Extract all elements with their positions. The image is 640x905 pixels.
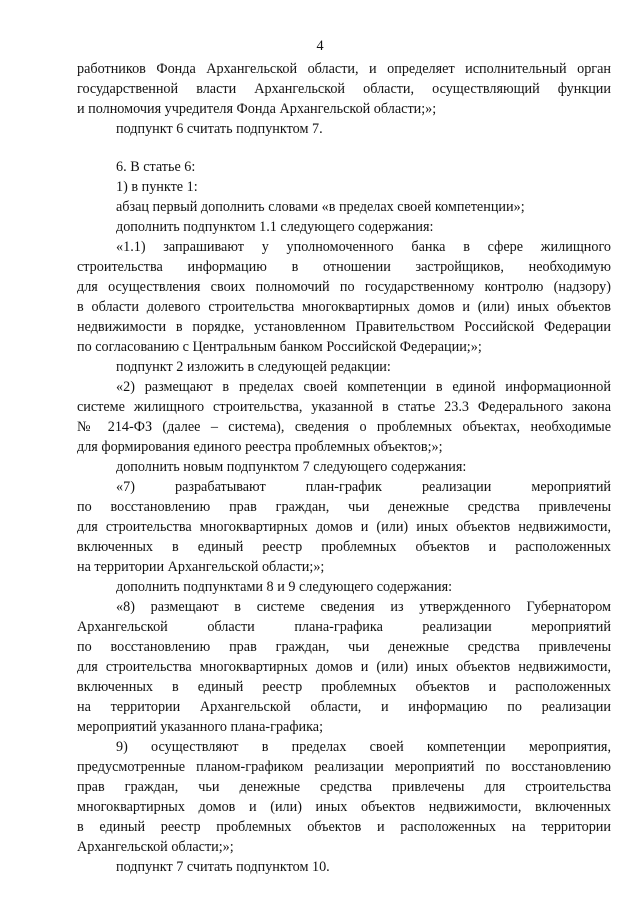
text-line: 6. В статье 6: <box>116 159 196 175</box>
text-line: дополнить новым подпунктом 7 следующего содержания: <box>116 459 467 475</box>
text-line: по восстановлению прав граждан, чьи денежные средства привлечены <box>77 499 611 515</box>
text-line: на территории Архангельской области;»; <box>77 559 325 575</box>
text-line: абзац первый дополнить словами «в пределах своей компетенции»; <box>116 199 525 215</box>
text-line: Архангельской области плана-графика реализации мероприятий <box>77 619 611 635</box>
text-line: подпункт 7 считать подпунктом 10. <box>116 859 330 875</box>
text-line: для формирования единого реестра проблемных объектов;»; <box>77 439 443 455</box>
text-line: подпункт 2 изложить в следующей редакции: <box>116 359 391 375</box>
text-line: в области долевого строительства многоквартирных домов и (или) иных объектов <box>77 299 611 315</box>
text-line: для осуществления своих полномочий по государственному контролю (надзору) <box>77 279 611 295</box>
text-line: по согласованию с Центральным банком Российской Федерации;»; <box>77 339 482 355</box>
text-line: многоквартирных домов и (или) иных объектов недвижимости, включенных <box>77 799 611 815</box>
text-line: на территории Архангельской области, и информацию по реализации <box>77 699 611 715</box>
text-line: мероприятий указанного плана-графика; <box>77 719 324 735</box>
text-line: «8) размещают в системе сведения из утвержденного Губернатором <box>116 599 611 615</box>
text-line: «1.1) запрашивают у уполномоченного банка в сфере жилищного <box>116 239 611 255</box>
text-line: Архангельской области;»; <box>77 839 234 855</box>
text-line: строительства информацию в отношении застройщиков, необходимую <box>77 259 611 275</box>
text-line: включенных в единый реестр проблемных объектов и расположенных <box>77 539 611 555</box>
text-line: для строительства многоквартирных домов и (или) иных объектов недвижимости, <box>77 659 611 675</box>
text-line: в единый реестр проблемных объектов и расположенных на территории <box>77 819 611 835</box>
text-line: 9) осуществляют в пределах своей компетенции мероприятия, <box>116 739 611 755</box>
text-line: 1) в пункте 1: <box>116 179 198 195</box>
text-line: предусмотренные планом-графиком реализации мероприятий по восстановлению <box>77 759 611 775</box>
text-line: для строительства многоквартирных домов и (или) иных объектов недвижимости, <box>77 519 611 535</box>
page-number: 4 <box>316 38 324 54</box>
text-line: подпункт 6 считать подпунктом 7. <box>116 121 323 137</box>
text-line: «7) разрабатывают план-график реализации мероприятий <box>116 479 611 495</box>
text-line: по восстановлению прав граждан, чьи денежные средства привлечены <box>77 639 611 655</box>
text-line: системе жилищного строительства, указанной в статье 23.3 Федерального закона <box>77 399 611 415</box>
text-line: работников Фонда Архангельской области, и определяет исполнительный орган <box>77 61 611 77</box>
text-line: «2) размещают в пределах своей компетенции в единой информационной <box>116 379 611 395</box>
text-line: недвижимости в порядке, установленном Правительством Российской Федерации <box>77 319 611 335</box>
text-line: дополнить подпунктами 8 и 9 следующего содержания: <box>116 579 453 595</box>
text-line: прав граждан, чьи денежные средства привлечены для строительства <box>77 779 611 795</box>
text-line: № 214-ФЗ (далее – система), сведения о проблемных объектах, необходимые <box>77 419 611 435</box>
text-line: дополнить подпунктом 1.1 следующего содержания: <box>116 219 434 235</box>
text-line: включенных в единый реестр проблемных объектов и расположенных <box>77 679 611 695</box>
text-line: государственной власти Архангельской области, осуществляющий функции <box>77 81 611 97</box>
text-line: и полномочия учредителя Фонда Архангельской области;»; <box>77 101 437 117</box>
